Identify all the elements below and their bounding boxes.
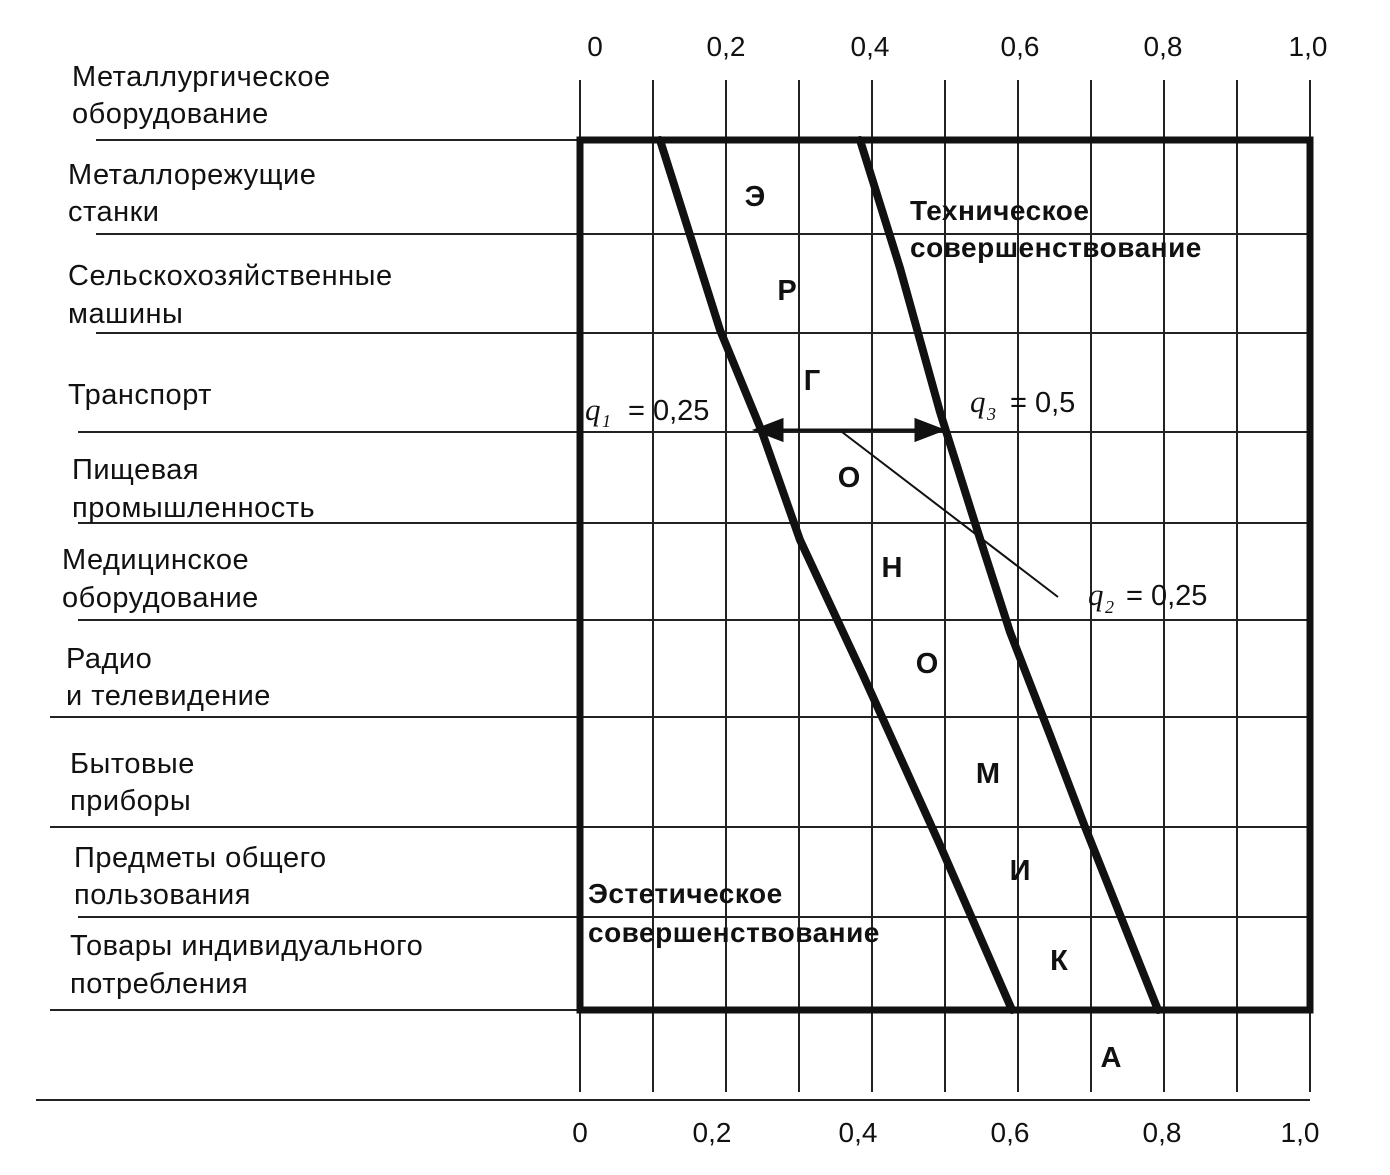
- q2-value: = 0,25: [1126, 580, 1208, 612]
- q1-subscript: 1: [602, 411, 611, 431]
- category-label: приборы: [70, 785, 192, 817]
- category-label: Пищевая: [72, 454, 200, 486]
- aesthetic-title-line1: Эстетическое: [588, 878, 783, 909]
- category-label: Предметы общего: [74, 842, 327, 874]
- top-tick-label: 0,4: [850, 31, 890, 62]
- category-label: станки: [68, 196, 160, 228]
- ergonomics-letter: К: [1050, 945, 1068, 977]
- ergonomics-letter: Г: [803, 365, 821, 397]
- ergonomics-letter: Р: [777, 275, 797, 307]
- bottom-tick-label: 0,4: [838, 1117, 878, 1148]
- category-label: Металлорежущие: [68, 159, 317, 191]
- ergonomics-letter: О: [837, 462, 861, 494]
- ergonomics-letter: М: [975, 758, 1001, 790]
- top-tick-label: 0,8: [1143, 31, 1183, 62]
- q1-symbol: q: [585, 392, 601, 427]
- category-label: Товары индивидуального: [70, 930, 424, 962]
- ergonomics-letter: А: [1100, 1042, 1122, 1074]
- q3-symbol: q: [970, 384, 986, 419]
- technical-title-line2: совершенствование: [910, 232, 1202, 263]
- ergonomics-letter: О: [915, 648, 939, 680]
- arrowhead-right-icon: [916, 420, 942, 440]
- ergonomics-letter: И: [1009, 855, 1031, 887]
- q3-value: = 0,5: [1010, 387, 1076, 419]
- technical-title-line1: Техническое: [910, 195, 1090, 226]
- category-label: пользования: [74, 879, 251, 911]
- bottom-tick-label: 0,8: [1142, 1117, 1182, 1148]
- annotation-q3: [970, 384, 1075, 424]
- category-label: Радио: [66, 643, 153, 675]
- q3-subscript: 3: [987, 404, 996, 424]
- annotation-q2: [1088, 577, 1207, 617]
- bottom-tick-label: 0,6: [990, 1117, 1030, 1148]
- top-tick-label: 0: [587, 31, 603, 62]
- category-label: машины: [68, 298, 184, 330]
- region-technical: [910, 195, 1202, 263]
- ergonomics-letter: Э: [744, 181, 766, 213]
- category-label: Транспорт: [68, 379, 212, 411]
- q2-subscript: 2: [1105, 597, 1114, 617]
- q2-symbol: q: [1088, 577, 1104, 612]
- category-label: оборудование: [72, 98, 269, 130]
- bottom-tick-label: 1,0: [1280, 1117, 1320, 1148]
- ergonomics-letter: Н: [881, 552, 903, 584]
- region-aesthetic: [588, 878, 880, 948]
- top-axis: [587, 31, 1327, 62]
- top-tick-label: 1,0: [1288, 31, 1328, 62]
- category-label: Металлургическое: [72, 61, 331, 93]
- category-label: Сельскохозяйственные: [68, 260, 393, 292]
- category-label: оборудование: [62, 582, 259, 614]
- top-tick-label: 0,6: [1000, 31, 1040, 62]
- bottom-tick-label: 0,2: [692, 1117, 732, 1148]
- category-label: Бытовые: [70, 748, 195, 780]
- bottom-axis: [572, 1117, 1319, 1148]
- category-labels: [62, 61, 423, 1000]
- top-tick-label: 0,2: [706, 31, 746, 62]
- bottom-tick-label: 0: [572, 1117, 588, 1148]
- category-label: и телевидение: [66, 680, 271, 712]
- aesthetic-title-line2: совершенствование: [588, 917, 880, 948]
- category-label: промышленность: [72, 492, 316, 524]
- category-label: потребления: [70, 968, 249, 1000]
- annotation-q1: [585, 392, 709, 431]
- category-label: Медицинское: [62, 544, 250, 576]
- q1-value: = 0,25: [628, 395, 710, 427]
